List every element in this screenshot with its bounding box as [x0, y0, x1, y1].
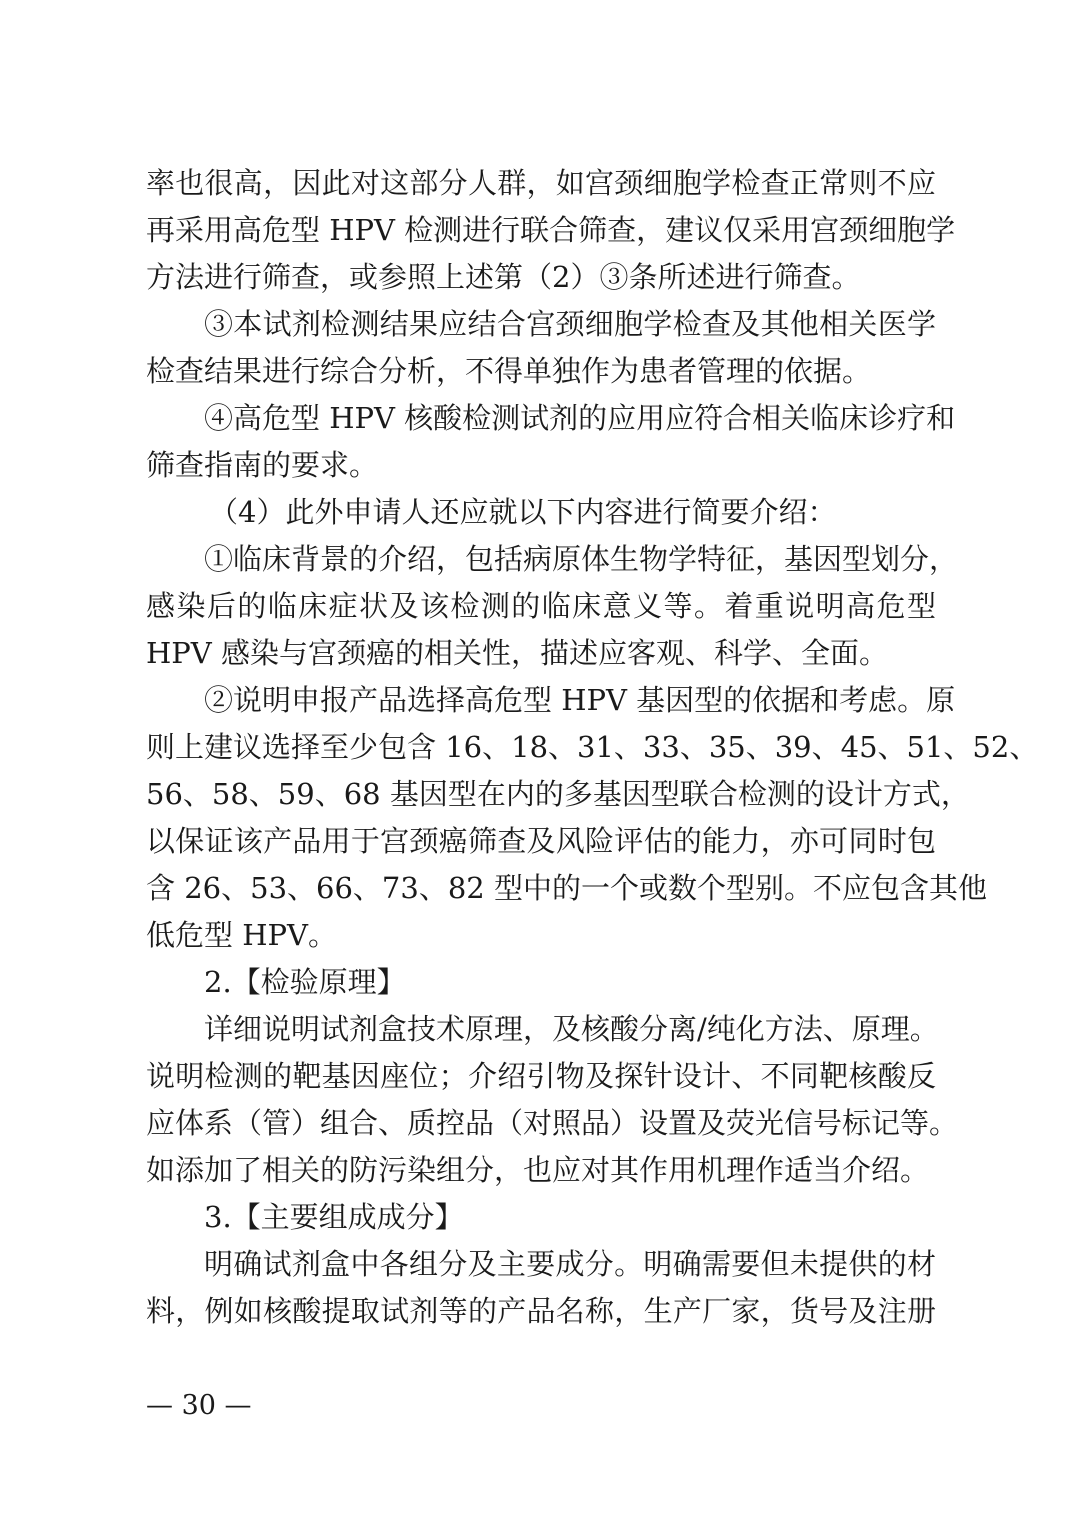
- text-line: 明确试剂盒中各组分及主要成分。明确需要但未提供的材: [204, 1247, 936, 1281]
- text-line: ③本试剂检测结果应结合宫颈细胞学检查及其他相关医学: [204, 307, 936, 341]
- text-line: 如添加了相关的防污染组分，也应对其作用机理作适当介绍。: [146, 1153, 930, 1187]
- text-line: HPV 感染与宫颈癌的相关性，描述应客观、科学、全面。: [146, 636, 888, 670]
- text-line: （4）此外申请人还应就以下内容进行简要介绍：: [209, 495, 837, 529]
- text-line: 低危型 HPV。: [146, 918, 337, 952]
- text-line: 56、58、59、68 基因型在内的多基因型联合检测的设计方式，: [146, 777, 970, 811]
- section-heading: 2.【检验原理】: [204, 965, 406, 999]
- section-heading: 3.【主要组成成分】: [204, 1200, 464, 1234]
- text-line: 检查结果进行综合分析，不得单独作为患者管理的依据。: [146, 354, 872, 388]
- text-line: 料，例如核酸提取试剂等的产品名称，生产厂家，货号及注册: [146, 1294, 936, 1328]
- text-line: 说明检测的靶基因座位；介绍引物及探针设计、不同靶核酸反: [146, 1059, 936, 1093]
- page-number: — 30 —: [146, 1390, 252, 1421]
- text-line: ②说明申报产品选择高危型 HPV 基因型的依据和考虑。原: [204, 683, 956, 717]
- text-line: 则上建议选择至少包含 16、18、31、33、35、39、45、51、52、: [146, 730, 1039, 764]
- text-line: 再采用高危型 HPV 检测进行联合筛查，建议仅采用宫颈细胞学: [146, 213, 956, 247]
- text-line: 详细说明试剂盒技术原理，及核酸分离/纯化方法、原理。: [204, 1012, 939, 1046]
- text-line: 筛查指南的要求。: [146, 448, 379, 482]
- text-line: 含 26、53、66、73、82 型中的一个或数个型别。不应包含其他: [146, 871, 987, 905]
- text-line: 率也很高，因此对这部分人群，如宫颈细胞学检查正常则不应: [146, 166, 936, 200]
- text-line: ④高危型 HPV 核酸检测试剂的应用应符合相关临床诊疗和: [204, 401, 956, 435]
- text-line: 感染后的临床症状及该检测的临床意义等。着重说明高危型: [146, 589, 936, 623]
- text-line: ①临床背景的介绍，包括病原体生物学特征，基因型划分，: [204, 542, 959, 576]
- text-line: 方法进行筛查，或参照上述第（2）③条所述进行筛查。: [146, 260, 861, 294]
- text-line: 应体系（管）组合、质控品（对照品）设置及荧光信号标记等。: [146, 1106, 959, 1140]
- text-line: 以保证该产品用于宫颈癌筛查及风险评估的能力，亦可同时包: [146, 824, 936, 858]
